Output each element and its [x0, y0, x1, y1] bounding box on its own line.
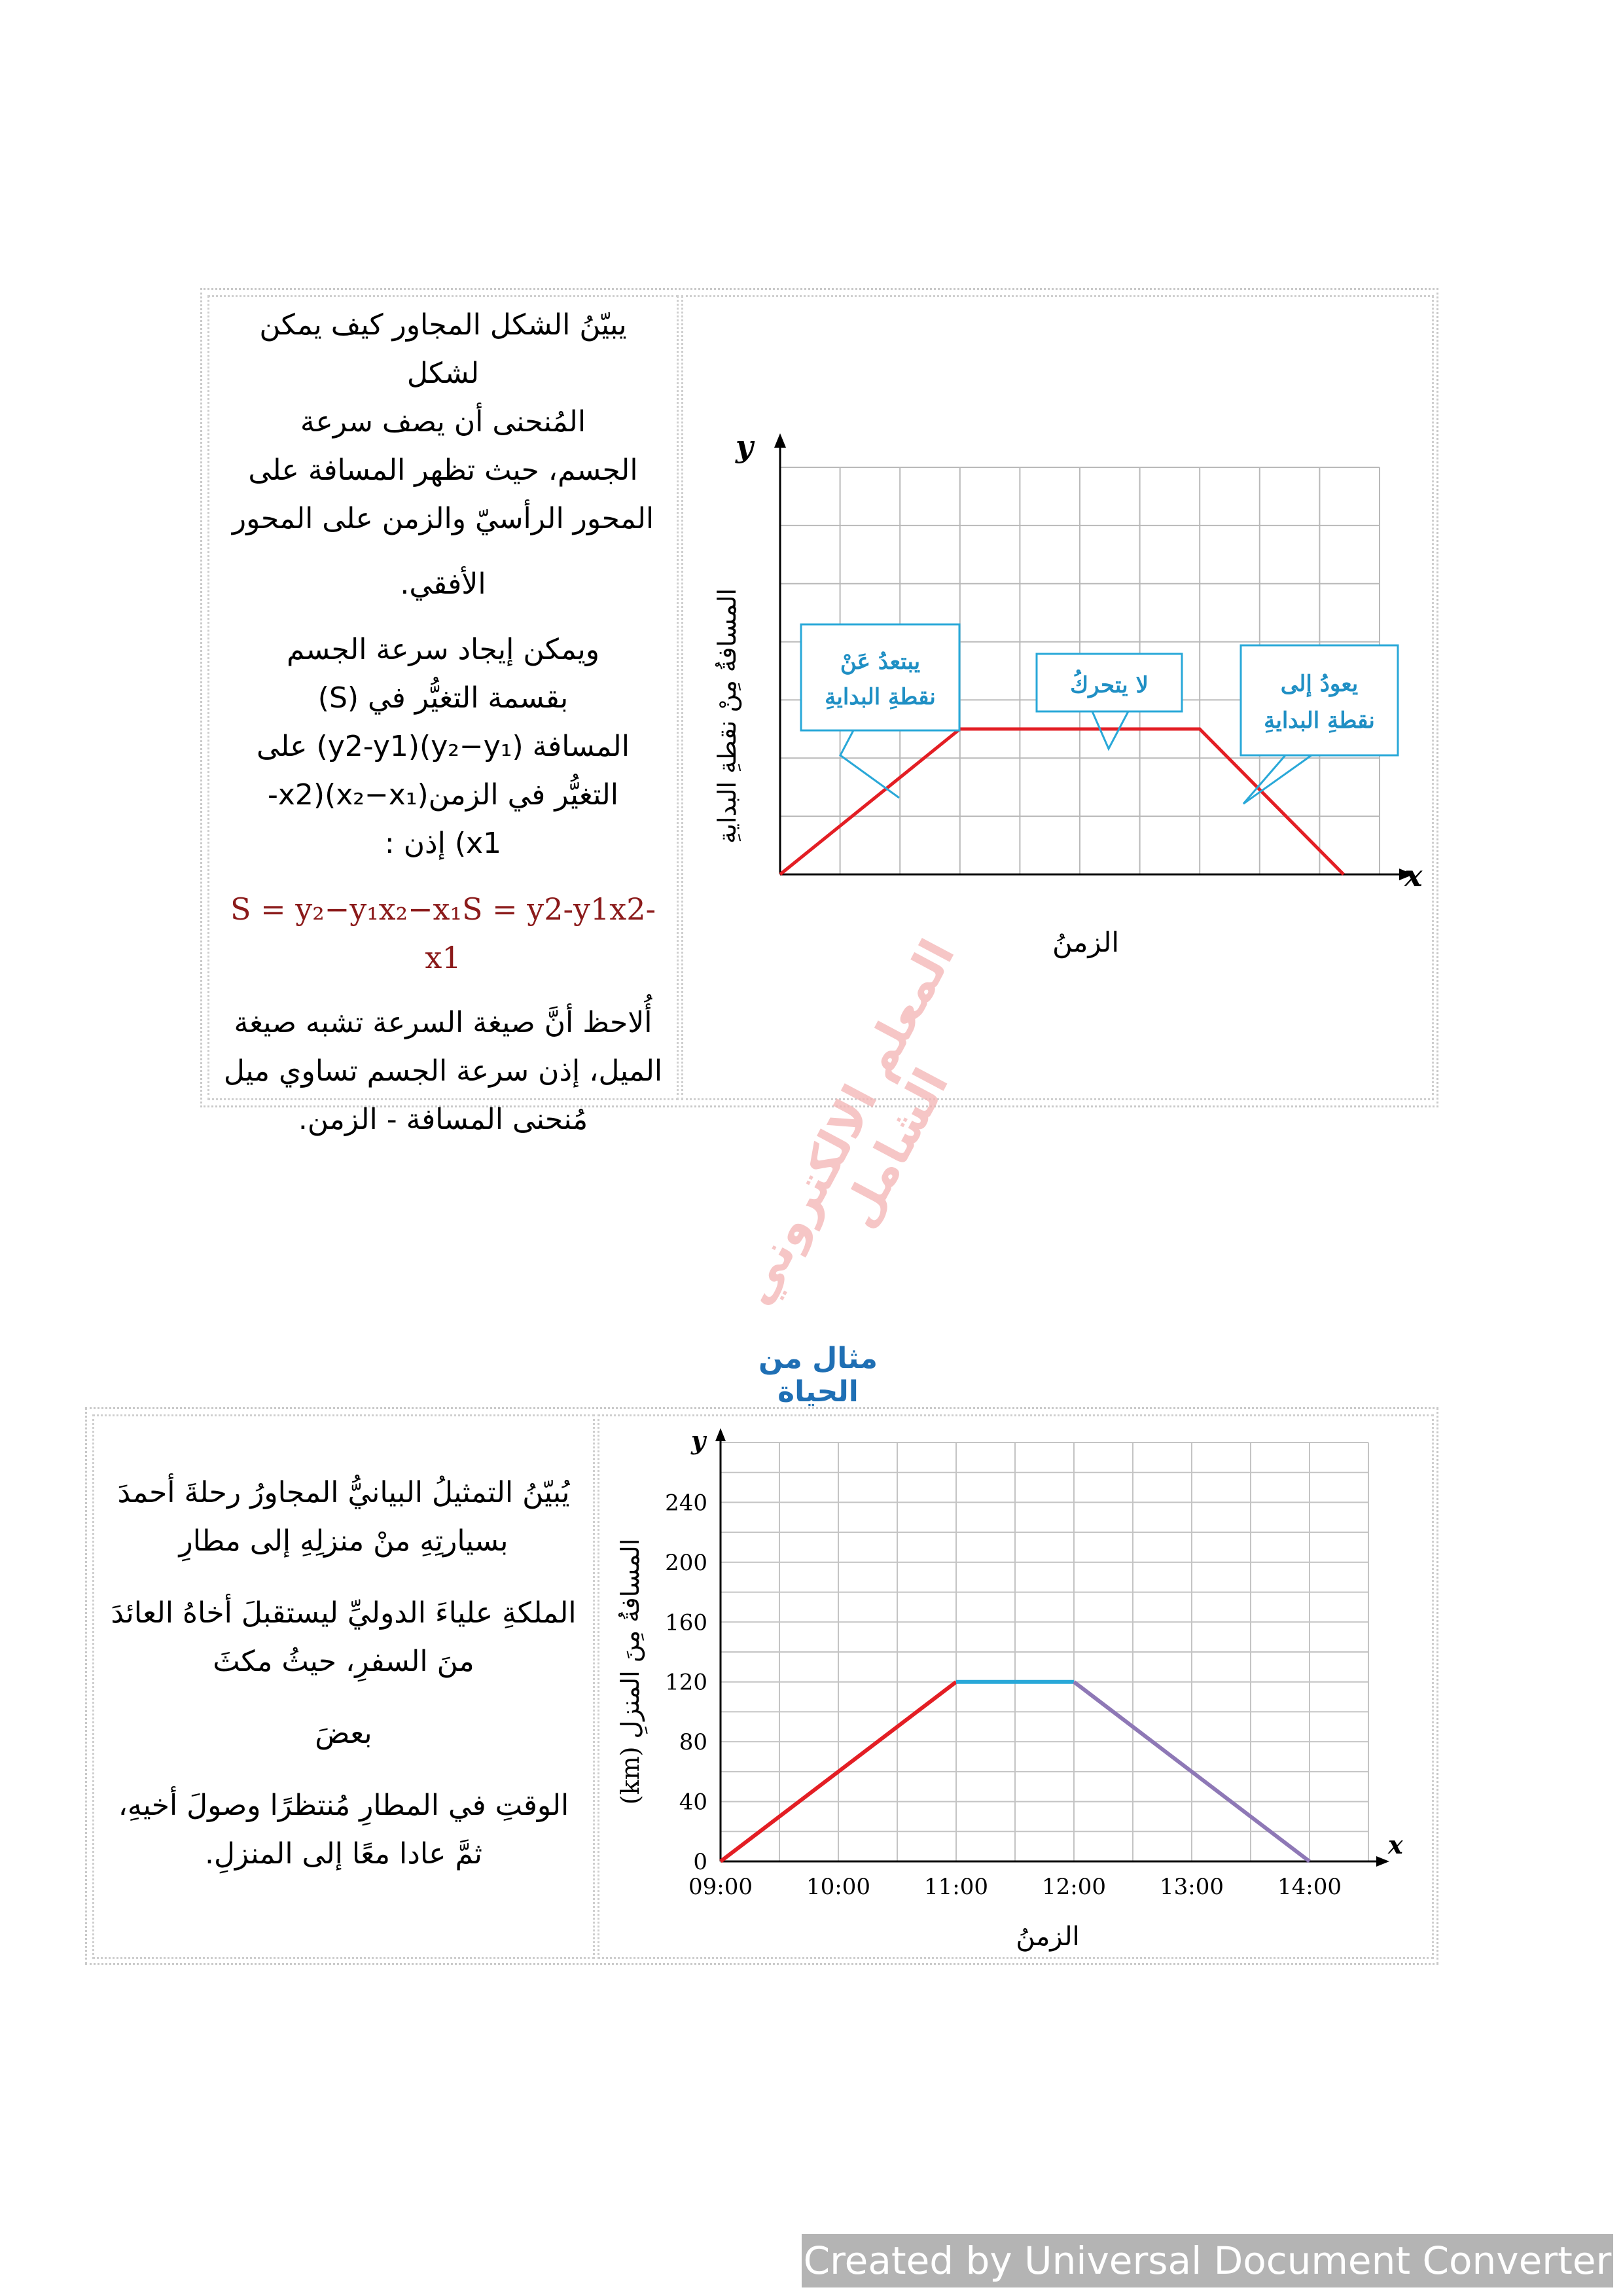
section1-chart-cell — [681, 295, 1434, 1100]
callout-stop-label: لا يتحركُ — [1070, 672, 1149, 698]
section2-line: منَ السفرِ، حيثُ مكثَ — [213, 1645, 474, 1678]
x-axis-letter: x — [1388, 1830, 1403, 1859]
section2-line: يُبيّنُ التمثيلُ البيانيُّ المجاورُ رحلةَ أحمدَ — [117, 1476, 570, 1509]
x-axis-letter: x — [1404, 858, 1423, 893]
section1-line: أُلاحظ أنَّ صيغة السرعة تشبه صيغة — [234, 1006, 652, 1039]
x-axis-label: الزمنُ — [1016, 1922, 1080, 1952]
section2-text — [94, 1469, 593, 1878]
section1-line: الجسم، حيث تظهر المسافة على — [248, 454, 638, 487]
section1-line: مُنحنى المسافة - الزمن. — [298, 1103, 588, 1136]
y-tick-label: 40 — [679, 1789, 707, 1816]
section2-line: ثمَّ عادا معًا إلى المنزلِ. — [204, 1837, 483, 1871]
section1-text — [209, 301, 677, 1144]
section2-table — [85, 1407, 1438, 1965]
x-tick-label: 10:00 — [806, 1874, 870, 1900]
section1-line: x1) إذن : — [384, 827, 502, 860]
section-heading: مثال من الحياة — [758, 1342, 878, 1408]
x-tick-label: 13:00 — [1160, 1874, 1224, 1900]
section1-line: المحور الرأسيّ والزمن على المحور — [232, 502, 654, 535]
callout-stop — [1037, 654, 1182, 749]
section2-line: الملكةِ علياءَ الدوليِّ ليستقبلَ أخاهُ العائدَ — [111, 1596, 577, 1630]
section2-line: بعضَ — [315, 1717, 372, 1750]
watermark: المعلم الالكتروني الشامل — [726, 930, 965, 1314]
section1-line: يبيّنُ الشكل المجاور كيف يمكن لشكل — [259, 308, 627, 390]
x-tick-label: 11:00 — [924, 1874, 988, 1900]
section1-line: بقسمة التغيُّر في (S) — [317, 681, 569, 715]
y-tick-label: 240 — [665, 1490, 707, 1516]
callout-away — [801, 624, 959, 798]
y-tick-label: 80 — [679, 1729, 707, 1756]
x-tick-label: 14:00 — [1277, 1874, 1342, 1900]
section2-line: بسيارتِهِ منْ منزلِهِ إلى مطارِ — [179, 1524, 508, 1558]
y-axis-arrow — [774, 433, 786, 448]
section1-line: ويمكن إيجاد سرعة الجسم — [286, 633, 600, 666]
speed-formula: S = y₂−y₁x₂−x₁S = y2-y1x2-x1 — [230, 891, 656, 975]
y-axis-arrow — [715, 1428, 726, 1441]
section2-line: الوقتِ في المطارِ مُنتظرًا وصولَ أخيهِ، — [118, 1789, 569, 1822]
y-axis-letter: y — [736, 429, 753, 464]
section2-chart-cell — [597, 1414, 1434, 1959]
y-tick-label: 120 — [665, 1669, 707, 1696]
y-tick-label: 160 — [665, 1609, 707, 1636]
callout-away-line: نقطةِ البدايةِ — [825, 684, 936, 710]
callout-away-line: يبتعدُ عَنْ — [840, 649, 921, 675]
section1-text-cell — [207, 295, 679, 1136]
x-axis-arrow — [1376, 1856, 1389, 1867]
x-tick-label: 09:00 — [688, 1874, 753, 1900]
section1-line: المسافة (y₂−y₁)(y2-y1) على — [257, 730, 630, 763]
distance-time-chart — [683, 297, 1432, 1098]
y-tick-label: 200 — [665, 1549, 707, 1576]
x-tick-label: 12:00 — [1042, 1874, 1106, 1900]
section1-line: التغيُّر في الزمن(x₂−x₁)(x2- — [267, 778, 619, 812]
section1-line: المُنحنى أن يصف سرعة — [300, 405, 586, 439]
trip-distance-chart — [599, 1416, 1432, 1957]
section2-text-cell — [92, 1414, 595, 1959]
section1-line: الأفقي. — [400, 567, 486, 601]
chart2-ticks — [665, 1490, 1342, 1900]
chart2-grid — [721, 1443, 1368, 1861]
callout-return-line: نقطةِ البدايةِ — [1264, 708, 1375, 734]
section1-line: الميل، إذن سرعة الجسم تساوي ميل — [223, 1054, 663, 1088]
y-tick-label: 0 — [693, 1849, 707, 1875]
x-axis-label: الزمنُ — [1052, 926, 1120, 958]
y-axis-label: المسافةُ مِنْ نقطةِ البدايةِ — [713, 588, 741, 844]
callout-return-line: يعودُ إلى — [1280, 671, 1359, 697]
converter-footer: Created by Universal Document Converter — [802, 2234, 1613, 2287]
y-axis-label: المسافةُ مِنَ المنزلِ (km) — [616, 1538, 645, 1805]
chart2-axes — [715, 1428, 1389, 1867]
y-axis-letter: y — [691, 1426, 706, 1455]
